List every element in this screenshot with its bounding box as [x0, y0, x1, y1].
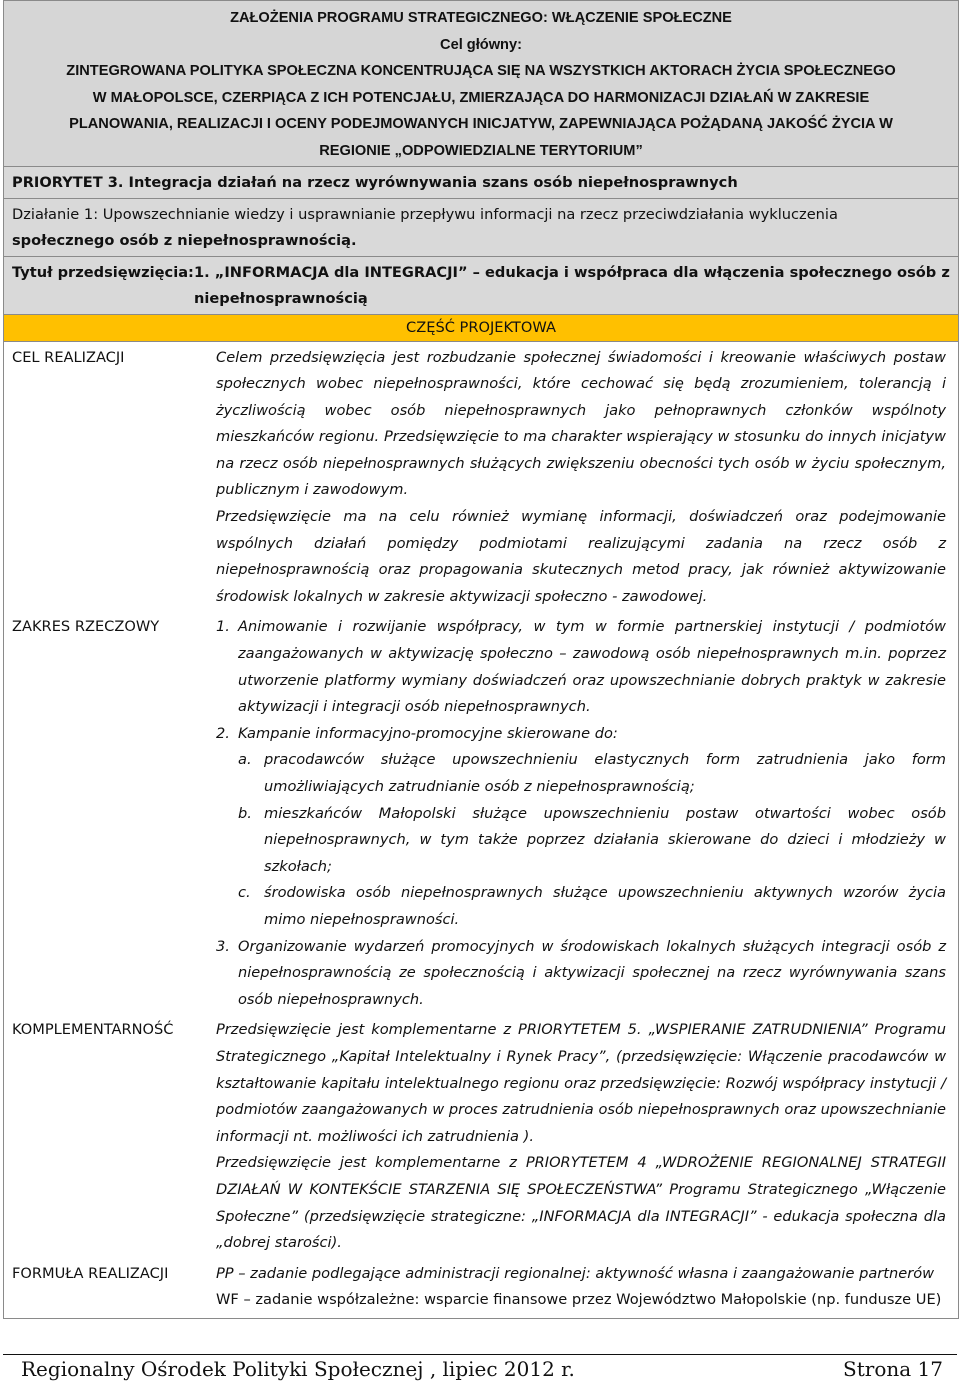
- zakres-list: [216, 614, 946, 747]
- list-item-text: mieszkańców Małopolski służące upowszechnieniu postaw otwartości wobec osób niepełnosprawnych, w tym także poprzez działania skierowane do dzieci i młodzieży w szkołach;: [264, 804, 946, 875]
- list-item: [238, 747, 946, 800]
- kampanie-sublist: [238, 747, 946, 933]
- list-item-text: Organizowanie wydarzeń promocyjnych w środowiskach lokalnych służących integracji osób z niepełnosprawnością ze społecznością i aktywizacji społecznej na rzecz wyrównywania szans osób niepełnosprawnych.: [238, 937, 946, 1008]
- komplementarnosc-content: [214, 1017, 958, 1256]
- cel-realizacji-row: [4, 342, 958, 611]
- tytul-value: [194, 260, 950, 313]
- formula-realizacji-label: FORMUŁA REALIZACJI: [12, 1264, 169, 1282]
- project-section: [4, 342, 958, 1318]
- zakres-list-cont: [216, 934, 946, 1014]
- list-item: [238, 880, 946, 933]
- tytul-line-1: 1. „INFORMACJA dla INTEGRACJI” – edukacja i współpraca dla włączenia społecznego osób z: [194, 263, 950, 281]
- program-header: [4, 1, 958, 166]
- dzialanie-row: [4, 198, 958, 256]
- komplementarnosc-paragraph-2: Przedsięwzięcie jest komplementarne z PRIORYTETEM 4 „WDROŻENIE REGIONALNEJ STRATEGII DZIAŁAŃ W KONTEKŚCIE STARZENIA SIĘ SPOŁECZEŃSTWA” Programu Strategicznego „Włączenie Społeczne” (przedsięwzięcie strategiczne: „INFORMACJA dla INTEGRACJI” - edukacja społeczna dla „dobrej starości).: [216, 1154, 946, 1252]
- cel-glowny-line-3: PLANOWANIA, REALIZACJI I OCENY PODEJMOWANYCH INICJATYW, ZAPEWNIAJĄCA POŻĄDANĄ JAKOŚĆ ŻYCIA W: [69, 116, 893, 132]
- priorytet-label: PRIORYTET 3.: [12, 174, 124, 191]
- komplementarnosc-paragraph-1: Przedsięwzięcie jest komplementarne z PRIORYTETEM 5. „WSPIERANIE ZATRUDNIENIA” Programu Strategicznego „Kapitał Intelektualny i Rynek Pracy”, (przedsięwzięcie: Włączenie pracodawców w kształtowanie kapitału intelektualnego regionu oraz przedsięwzięcie: Rozwój współpracy instytucji / podmiotów zaangażowanych w proces zatrudnienia osób niepełnosprawnych oraz upowszechnianie informacji nt. możliwości ich zatrudnienia ).: [216, 1021, 946, 1145]
- dzialanie-line-1: Działanie 1: Upowszechnianie wiedzy i usprawnianie przepływu informacji na rzecz przeciwdziałania wykluczenia: [12, 205, 838, 223]
- priorytet-text: Integracja działań na rzecz wyrównywania szans osób niepełnosprawnych: [123, 174, 738, 191]
- formula-wf: WF – zadanie współzależne: wsparcie finansowe przez Województwo Małopolskie (np. fundusze UE): [216, 1291, 942, 1309]
- zakres-rzeczowy-content: [214, 614, 958, 1013]
- list-item: [238, 801, 946, 881]
- formula-pp: PP – zadanie podlegające administracji regionalnej: aktywność własna i zaangażowanie partnerów: [216, 1264, 935, 1282]
- cel-glowny-line-2: W MAŁOPOLSCE, CZERPIĄCA Z ICH POTENCJAŁU, ZMIERZAJĄCA DO HARMONIZACJI DZIAŁAŃ W ZAKRESIE: [92, 89, 870, 106]
- list-item-text: Kampanie informacyjno-promocyjne skierowane do:: [238, 724, 618, 742]
- list-item-text: środowiska osób niepełnosprawnych służące upowszechnieniu aktywnych wzorów życia mimo niepełnosprawności.: [264, 884, 946, 928]
- footer-organization: Regionalny Ośrodek Polityki Społecznej , lipiec 2012 r.: [21, 1357, 575, 1381]
- priorytet-row: [4, 166, 958, 198]
- cel-glowny-label: Cel główny:: [440, 36, 522, 53]
- cel-realizacji-paragraph-2: Przedsięwzięcie ma na celu również wymianę informacji, doświadczeń oraz podejmowanie wspólnych działań pomiędzy podmiotami realizującymi zadania na rzecz osób z niepełnosprawnością oraz propagowania skutecznych metod pracy, jak również aktywizowanie środowisk lokalnych w zakresie aktywizacji społeczno - zawodowej.: [216, 508, 946, 605]
- list-item-letter: a.: [238, 751, 252, 769]
- czesc-projektowa-heading: CZĘŚĆ PROJEKTOWA: [4, 314, 958, 342]
- zakres-rzeczowy-label: ZAKRES RZECZOWY: [12, 618, 160, 636]
- tytul-row: [4, 256, 958, 314]
- program-table: [3, 0, 959, 1319]
- tytul-line-2: niepełnosprawnością: [194, 290, 368, 307]
- komplementarnosc-row: [4, 1013, 958, 1256]
- cel-glowny-line-4: REGIONIE „ODPOWIEDZIALNE TERYTORIUM”: [319, 142, 643, 159]
- page-footer: [3, 1354, 957, 1381]
- cel-realizacji-paragraph-1: Celem przedsięwzięcia jest rozbudzanie społecznej świadomości i kreowanie właściwych postaw społecznych wobec niepełnosprawności, które cechować się będą zrozumieniem, tolerancją i życzliwością wobec osób niepełnosprawnych jako pełnoprawnych członków wspólnoty mieszkańców regionu. Przedsięwzięcie to ma charakter wspierający w stosunku do innych inicjatyw na rzecz osób niepełnosprawnych służących zwiększeniu obecności tych osób w życiu społecznym, publicznym i zawodowym.: [216, 348, 946, 499]
- page-number: Strona 17: [843, 1357, 943, 1381]
- komplementarnosc-label: KOMPLEMENTARNOŚĆ: [12, 1021, 174, 1039]
- formula-realizacji-content: [214, 1261, 958, 1314]
- cel-glowny-line-1: ZINTEGROWANA POLITYKA SPOŁECZNA KONCENTRUJĄCA SIĘ NA WSZYSTKICH AKTORACH ŻYCIA SPOŁECZNEGO: [66, 63, 896, 79]
- list-item-text: pracodawców służące upowszechnieniu elastycznych form zatrudnienia jako form umożliwiających zatrudnianie osób z niepełnosprawnością;: [264, 751, 946, 795]
- list-item-letter: b.: [238, 804, 252, 822]
- tytul-label: Tytuł przedsięwzięcia:: [12, 263, 194, 281]
- list-item: [216, 721, 946, 748]
- program-title: ZAŁOŻENIA PROGRAMU STRATEGICZNEGO: WŁĄCZENIE SPOŁECZNE: [230, 10, 732, 26]
- list-item-letter: c.: [238, 884, 251, 902]
- formula-realizacji-row: [4, 1257, 958, 1318]
- list-item: [216, 934, 946, 1014]
- list-item-number: 1.: [216, 618, 230, 636]
- cel-realizacji-label: CEL REALIZACJI: [12, 348, 125, 366]
- cel-realizacji-content: [214, 345, 958, 611]
- list-item: [216, 614, 946, 720]
- list-item-text: Animowanie i rozwijanie współpracy, w tym w formie partnerskiej instytucji / podmiotów zaangażowanych w aktywizację społeczno – zawodową osób niepełnosprawnych m.in. poprzez utworzenie platformy wymiany doświadczeń oraz upowszechnianie dobrych praktyk w zakresie aktywizacji i integracji osób niepełnosprawnych.: [238, 618, 946, 716]
- list-item-number: 2.: [216, 724, 230, 742]
- dzialanie-line-2: społecznego osób z niepełnosprawnością.: [12, 232, 357, 249]
- zakres-rzeczowy-row: [4, 610, 958, 1013]
- list-item-number: 3.: [216, 937, 230, 955]
